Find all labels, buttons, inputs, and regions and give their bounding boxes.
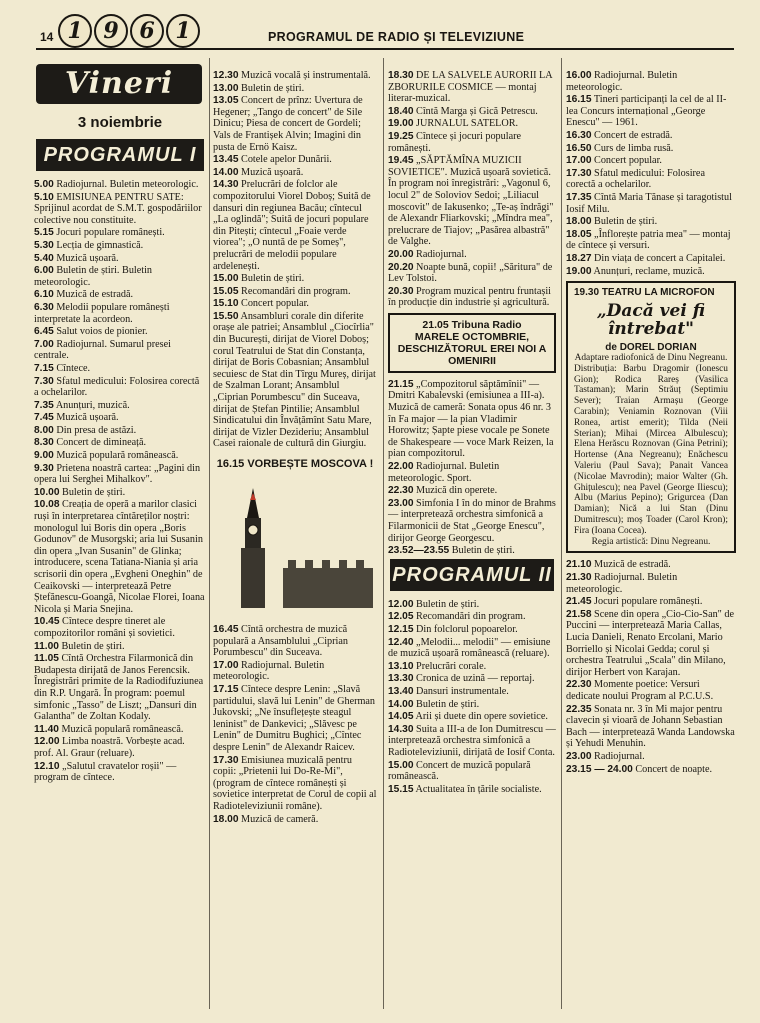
moscow-broadcast-box — [213, 458, 377, 618]
schedule-time: 6.45 — [34, 326, 54, 338]
schedule-time: 12.15 — [388, 623, 414, 635]
schedule-text: Cronica de uzină — reportaj. — [416, 673, 535, 685]
schedule-text: Lecția de gimnastică. — [56, 239, 144, 251]
schedule-time: 5.15 — [34, 227, 54, 239]
schedule-time: 15.50 — [213, 310, 239, 322]
kremlin-tower-icon — [233, 488, 273, 608]
schedule-time: 14.05 — [388, 711, 414, 723]
column-divider — [383, 58, 384, 1009]
schedule-time: 19.25 — [388, 130, 414, 142]
schedule-time: 23.00 — [566, 750, 592, 762]
schedule-text: Radiojurnal. Buletin meteorologic. — [213, 659, 325, 683]
schedule-text: Cîntece despre Lenin: „Slavă partidului, slavă lui Lenin" de Gherman Jukovski; „Ne însuflețește steagul leninist" de Dankevici; „Slăvesc pe Lenin" de Dumitru Bughici; „Cîntec despre Lenin" de Alexandr Raicev. — [213, 683, 376, 753]
schedule-text: Buletin de știri. — [241, 82, 305, 94]
schedule-time: 17.30 — [566, 167, 592, 179]
schedule-text: Cîntă Orchestra Filarmonică din Budapesta dirijată de Janos Ferencsik. Înregistrări primite de la Radiodifuziunea din R.P. Ungară. În program: poemul simfonic „Tasso" de Liszt; „Dansuri din Galantha" de Zoltan Kodaly. — [34, 653, 204, 723]
schedule-time: 20.20 — [388, 261, 414, 273]
schedule-time: 14.30 — [388, 723, 414, 735]
tribuna-radio-box — [388, 313, 556, 373]
schedule-item — [213, 95, 377, 153]
schedule-item — [566, 192, 736, 215]
schedule-text: Cîntece despre tineret ale compozitorilor români și sovietici. — [34, 616, 175, 639]
schedule-list — [566, 559, 736, 775]
schedule-time: 21.30 — [566, 572, 592, 584]
schedule-item — [34, 616, 206, 639]
schedule-item — [34, 253, 206, 265]
schedule-item — [566, 596, 736, 608]
schedule-time: 23.00 — [388, 497, 414, 509]
schedule-item — [566, 266, 736, 278]
schedule-text: „Înflorește patria mea" — montaj de cîntece și versuri. — [566, 228, 731, 252]
schedule-time: 12.00 — [388, 598, 414, 610]
schedule-item — [34, 499, 206, 615]
schedule-text: Buletin de știri. Buletin meteorologic. — [34, 265, 153, 288]
schedule-time: 18.40 — [388, 105, 414, 117]
schedule-text: Ansambluri corale din diferite orașe ale patriei; Ansamblul „Ciocîrlia" din București, dirijat de Viorel Doboș; corul Teatrului de Stat din Constanța, dirijat de Boris Cobasnian; Ansamblul secuiesc de Stat din Tîrgu Mureș, dirijat de Szalman Lorant; Ansamblul „Ciprian Porumbescu" din Suceava, dirijat de Ștefan Pintilie; Ansamblul Sindicatului din Învățămînt Satu Mare, dirijat de Vizler Dezideriu; Ansamblul Casei raionale de cultură din Giurgiu. — [213, 310, 376, 450]
schedule-time: 12.00 — [34, 736, 60, 748]
tribuna-subtitle: MARELE OCTOMBRIE, DESCHIZĂTORUL EREI NOI A OMENIRII — [397, 330, 547, 367]
schedule-item — [566, 94, 736, 129]
schedule-list — [566, 70, 736, 277]
program-2-banner: PROGRAMUL II — [390, 559, 554, 591]
schedule-item — [566, 559, 736, 571]
schedule-text: „Salutul cravatelor roșii" — program de cîntece. — [34, 760, 177, 784]
schedule-time: 6.00 — [34, 265, 54, 277]
schedule-item — [34, 240, 206, 252]
schedule-text: EMISIUNEA PENTRU SATE: Sprijinul acordat de S.M.T. gospodăriilor colective nou constituite. — [34, 191, 202, 226]
schedule-time: 14.00 — [388, 698, 414, 710]
schedule-item — [388, 760, 556, 783]
schedule-time: 17.00 — [213, 659, 239, 671]
schedule-item — [566, 216, 736, 228]
schedule-time: 13.10 — [388, 660, 414, 672]
schedule-text: Radiojurnal. Buletin meteorologic. — [56, 179, 199, 190]
schedule-text: Momente poetice: Versuri dedicate noului Program al P.C.U.S. — [566, 679, 714, 702]
schedule-item — [34, 179, 206, 191]
schedule-text: Cîntă orchestra de muzică populară a Ansamblului „Ciprian Porumbescu" din Suceava. — [213, 624, 348, 659]
schedule-text: „Compozitorul săptămînii" — Dmitri Kabalevski (emisiunea a III-a). Muzică de cameră: Sonata opus 46 nr. 3 în Fa major — la pian Vladimir Horowitz; Șapte piese vocale pe Sonete de Shakespeare — voce Mark Reizen, la pian compozitorul. — [388, 378, 554, 460]
schedule-item — [388, 711, 556, 723]
schedule-text: Recomandări din program. — [241, 285, 351, 297]
schedule-text: Anunțuri, muzică. — [55, 399, 130, 411]
tribuna-time: 21.05 — [422, 318, 449, 331]
schedule-time: 18.30 — [388, 70, 414, 81]
schedule-text: Buletin de știri. — [416, 698, 480, 710]
schedule-item — [388, 724, 556, 759]
tribuna-title: Tribuna Radio — [451, 318, 522, 331]
schedule-item — [388, 673, 556, 685]
schedule-text: Anunțuri, reclame, muzică. — [593, 265, 705, 277]
schedule-item — [566, 609, 736, 679]
schedule-item — [388, 131, 556, 154]
schedule-text: Concert de estradă. — [594, 129, 673, 141]
schedule-item — [566, 764, 736, 776]
schedule-time: 21.15 — [388, 378, 414, 390]
schedule-time: 19.00 — [388, 118, 414, 130]
schedule-text: Suita a III-a de Ion Dumitrescu — interpretează orchestra simfonică a Radioteleviziunii, dirijată de Iosif Conta. — [388, 723, 556, 758]
schedule-item — [34, 363, 206, 375]
schedule-time: 12.40 — [388, 636, 414, 648]
teatru-cast: Distribuția: Barbu Dragomir (Ionescu Gion); Rodica Rareș (Vasilica Tastaman); Marin Străuț (Septimiu Sever); Traian Armașu (George Carabin); Veniamin Roznovan (Viii Ronea, artist emerit); Tilda (Neii Sterian); Mihai (Mircea Albulescu); Elena Herăscu Roznovan (Gina Petrini); Hortense (Ana Negreanu); Enăchescu Valeriu (Paul Sava); Panait Vancea (Nicolae Mavrodin); maior Walter (Gh. Ghițulescu); nea Pavel (George Iliescu); Albu (Marius Pepino); Grigurcea (Dan Damian); Nică a lui Stan (Dinu Dumitrescu); moș Toader (Carol Kron); Fira (Ioana Cocea). — [574, 363, 728, 536]
schedule-time: 11.00 — [34, 640, 59, 652]
schedule-text: Cîntă Maria Tănase și taragotistul Iosif Milu. — [566, 191, 732, 215]
schedule-item — [213, 684, 377, 754]
schedule-item — [34, 227, 206, 239]
schedule-time: 17.15 — [213, 683, 239, 695]
schedule-time: 10.45 — [34, 616, 60, 628]
schedule-time: 11.05 — [34, 653, 59, 665]
schedule-item — [388, 545, 556, 557]
schedule-item — [566, 70, 736, 93]
schedule-text: Cîntece și jocuri populare românești. — [388, 130, 522, 154]
schedule-text: Din viața de concert a Capitalei. — [594, 252, 726, 264]
schedule-text: Sonata nr. 3 în Mi major pentru clavecin și vioară de Johann Sebastian Bach — interpretează Wanda Landowska și Yehudi Menuhin. — [566, 703, 735, 750]
day-date: 3 noiembrie — [77, 114, 163, 131]
schedule-text: Cotele apelor Dunării. — [241, 154, 332, 166]
schedule-time: 9.00 — [34, 450, 54, 462]
schedule-item — [34, 265, 206, 288]
schedule-text: Muzică populară românească. — [56, 450, 179, 462]
schedule-text: Concert popular. — [594, 155, 662, 167]
schedule-item — [213, 167, 377, 179]
schedule-time: 12.10 — [34, 760, 60, 772]
schedule-time: 19.45 — [388, 155, 414, 167]
schedule-text: JURNALUL SATELOR. — [416, 118, 519, 130]
schedule-item — [34, 302, 206, 325]
schedule-time: 8.00 — [34, 424, 54, 436]
page-header-title: PROGRAMUL DE RADIO ȘI TELEVIZIUNE — [268, 30, 525, 44]
schedule-time: 16.30 — [566, 129, 592, 141]
schedule-time: 11.40 — [34, 723, 59, 735]
schedule-time: 15.05 — [213, 285, 239, 297]
year-digit: 9 — [94, 14, 128, 48]
schedule-item — [566, 130, 736, 142]
header-divider — [36, 48, 734, 50]
year-digit: 1 — [166, 14, 200, 48]
schedule-item — [388, 611, 556, 623]
schedule-time: 22.00 — [388, 461, 414, 473]
schedule-text: Muzică de estradă. — [594, 559, 671, 571]
schedule-text: Tineri participanți la cel de al II-lea Concurs internațional „George Enescu" — 1961. — [566, 94, 727, 129]
schedule-text: Concert de muzică populară românească. — [388, 759, 531, 783]
schedule-text: Sfatul medicului: Folosirea corectă a ochelarilor. — [34, 375, 200, 399]
teatru-header: TEATRU LA MICROFON — [601, 287, 715, 299]
schedule-text: Concert de noapte. — [635, 763, 713, 775]
schedule-time: 5.40 — [34, 252, 54, 264]
page-number: 14 — [40, 30, 54, 44]
schedule-item — [566, 679, 736, 702]
column-2 — [213, 70, 377, 826]
schedule-time: 12.30 — [213, 70, 239, 81]
schedule-item — [388, 686, 556, 698]
schedule-text: Muzică ușoară. — [56, 252, 119, 264]
schedule-text: Emisiunea muzicală pentru copii: „Prietenii lui Do-Re-Mi", (program de cîntece românești și sovietice interpretat de Corul de copii al Radioteleviziunii române). — [213, 754, 377, 812]
schedule-text: Noapte bună, copii! „Săritura" de Lev Tolstoi. — [388, 261, 553, 285]
schedule-item — [566, 253, 736, 265]
schedule-item — [388, 498, 556, 544]
schedule-item — [213, 298, 377, 310]
schedule-item — [34, 761, 206, 784]
schedule-item — [388, 70, 556, 105]
schedule-time: 20.00 — [388, 248, 414, 260]
schedule-time: 15.15 — [388, 783, 414, 795]
schedule-text: Din presa de astăzi. — [56, 424, 137, 436]
year-digit: 6 — [130, 14, 164, 48]
teatru-title: „Dacă vei fi întrebat" — [596, 301, 706, 340]
schedule-time: 18.27 — [566, 252, 592, 264]
teatru-adaptation: Adaptare radiofonică de Dinu Negreanu. — [574, 353, 728, 364]
schedule-text: Sfatul medicului: Folosirea corectă a ochelarilor. — [566, 167, 705, 191]
schedule-item — [213, 154, 377, 166]
schedule-text: Muzică din operete. — [416, 485, 498, 497]
schedule-time: 16.15 — [566, 94, 592, 106]
schedule-item — [34, 736, 206, 759]
schedule-item — [388, 784, 556, 796]
schedule-list — [34, 179, 206, 784]
schedule-item — [34, 400, 206, 412]
schedule-text: Creația de operă a marilor clasici ruși în interpretarea cîntăreților noștri: monologul lui Boris din opera „Boris Godunov" de Musorgski; aria lui Susanin din opera „Ivan Susanin" de Glinka; introducere, scena Tatiana-Niania și aria scrisorii din opera „Evgheni Oneghin" de Ceaikovski — interpretează Petre Ștefănescu-Goangă, Nicolae Florei, Ioana Nicola și Maria Snejina. — [34, 499, 205, 615]
schedule-time: 15.00 — [388, 759, 414, 771]
schedule-text: Radiojurnal. Sumarul presei centrale. — [34, 338, 171, 362]
schedule-text: Buletin de știri. — [61, 640, 125, 652]
schedule-time: 13.45 — [213, 154, 239, 166]
schedule-time: 14.30 — [213, 179, 239, 191]
column-1 — [34, 60, 206, 785]
schedule-item — [213, 814, 377, 826]
schedule-time: 13.40 — [388, 685, 414, 697]
schedule-item — [34, 376, 206, 399]
schedule-item — [566, 751, 736, 763]
schedule-time: 10.08 — [34, 499, 60, 511]
schedule-time: 16.00 — [566, 70, 592, 81]
schedule-list — [213, 624, 377, 825]
schedule-item — [34, 192, 206, 227]
schedule-text: Melodii populare românești interpretate la acordeon. — [34, 301, 170, 325]
schedule-time: 21.10 — [566, 559, 592, 571]
schedule-time: 7.45 — [34, 412, 54, 424]
schedule-time: 20.30 — [388, 285, 414, 297]
schedule-item — [34, 425, 206, 437]
teatru-time: 19.30 — [574, 287, 600, 299]
schedule-text: Radiojurnal. Buletin meteorologic. — [566, 572, 678, 595]
schedule-text: Scene din opera „Cio-Cio-San" de Puccini — interpretează Maria Callas, Lucia Danieli, Renato Ercolani, Mario Borriello și Nicolai Gedda; corul și orchestra Teatrului „Scala" din Milano, dirijor Herbert von Karajan. — [566, 608, 735, 678]
year-digit: 1 — [58, 14, 92, 48]
schedule-time: 7.35 — [34, 399, 54, 411]
schedule-text: Buletin de știri. — [416, 598, 480, 610]
schedule-text: Prelucrări corale. — [416, 660, 487, 672]
schedule-text: Salut voios de pionier. — [56, 326, 148, 338]
schedule-time: 8.30 — [34, 437, 54, 449]
schedule-text: Radiojurnal. — [594, 750, 645, 762]
schedule-time: 23.52—23.55 — [388, 545, 450, 557]
schedule-item — [388, 624, 556, 636]
schedule-time: 22.30 — [388, 485, 414, 497]
schedule-time: 13.05 — [213, 95, 239, 107]
schedule-text: Buletin de știri. — [594, 216, 658, 228]
schedule-item — [566, 155, 736, 167]
schedule-text: Cîntă Marga și Gică Petrescu. — [416, 105, 538, 117]
moscow-time: 16.15 — [216, 458, 245, 470]
schedule-text: Concert de prînz: Uvertura de Hegener; „Tango de concert" de Sile Dinicu; Piesa de concert de Gordeli; Vals de Frantișek Alvin; Imagini din pusta de Ernö Kaisz. — [213, 95, 363, 153]
schedule-time: 5.00 — [34, 179, 54, 190]
schedule-time: 17.00 — [566, 155, 592, 167]
schedule-time: 10.00 — [34, 486, 60, 498]
schedule-item — [34, 724, 206, 736]
schedule-item — [213, 311, 377, 450]
schedule-text: Muzică de cameră. — [241, 813, 319, 825]
schedule-item — [34, 326, 206, 338]
schedule-text: Radiojurnal. Buletin meteorologic. — [566, 70, 678, 93]
schedule-item — [34, 463, 206, 486]
schedule-text: Din folclorul popoarelor. — [416, 623, 518, 635]
schedule-text: Buletin de știri. — [241, 273, 305, 285]
schedule-text: Buletin de știri. — [451, 545, 515, 557]
schedule-time: 5.30 — [34, 239, 54, 251]
schedule-time: 16.45 — [213, 624, 239, 635]
schedule-time: 21.45 — [566, 596, 592, 608]
column-divider — [561, 58, 562, 1009]
schedule-text: „Melodii... melodii" — emisiune de muzică ușoară românească (reluare). — [388, 636, 551, 660]
program-1-banner: PROGRAMUL I — [36, 139, 204, 171]
schedule-text: Radiojurnal. — [416, 248, 467, 260]
column-4 — [566, 70, 736, 776]
schedule-text: Concert de dimineață. — [56, 437, 147, 449]
schedule-text: Cîntece. — [56, 362, 91, 374]
schedule-item — [34, 437, 206, 449]
schedule-item — [34, 339, 206, 362]
schedule-time: 14.00 — [213, 166, 239, 178]
schedule-time: 17.30 — [213, 754, 239, 766]
kremlin-wall-icon — [283, 518, 373, 608]
schedule-time: 9.30 — [34, 462, 54, 474]
schedule-item — [34, 450, 206, 462]
schedule-text: Jocuri populare românești. — [56, 227, 165, 239]
schedule-time: 17.35 — [566, 191, 592, 203]
schedule-time: 16.50 — [566, 142, 592, 154]
schedule-text: Simfonia I în do minor de Brahms — interpretează orchestra simfonică a Filarmonicii de Stat „George Enescu", dirijor George Georgescu. — [388, 497, 556, 544]
year-badge — [58, 14, 200, 48]
schedule-time: 7.30 — [34, 375, 54, 387]
schedule-time: 12.05 — [388, 611, 414, 623]
schedule-text: Jocuri populare românești. — [594, 596, 703, 608]
day-title: Vineri — [36, 64, 202, 104]
schedule-list — [388, 599, 556, 796]
schedule-item — [34, 412, 206, 424]
column-3 — [388, 70, 556, 796]
schedule-item — [388, 699, 556, 711]
teatru-direction: Regia artistică: Dinu Negreanu. — [591, 536, 711, 547]
schedule-text: Arii și duete din opere sovietice. — [415, 711, 548, 723]
schedule-time: 22.35 — [566, 703, 592, 715]
schedule-time: 22.30 — [566, 679, 592, 691]
schedule-item — [213, 624, 377, 659]
schedule-time: 18.00 — [213, 813, 239, 825]
schedule-list — [388, 70, 556, 309]
schedule-time: 15.10 — [213, 298, 239, 310]
schedule-text: Muzică de estradă. — [56, 289, 134, 301]
schedule-text: Program muzical pentru fruntașii în producție din industrie și agricultură. — [388, 285, 551, 309]
schedule-text: Actualitatea în țările socialiste. — [415, 783, 542, 795]
schedule-item — [213, 179, 377, 272]
schedule-item — [566, 168, 736, 191]
schedule-time: 21.58 — [566, 608, 592, 620]
schedule-time: 5.10 — [34, 191, 54, 203]
schedule-text: DE LA SALVELE AURORII LA ZBORURILE COSMICE — montaj literar-muzical. — [388, 70, 553, 105]
schedule-item — [213, 70, 377, 82]
schedule-text: Limba noastră. Vorbește acad. prof. Al. Graur (reluare). — [34, 736, 185, 759]
schedule-item — [388, 249, 556, 261]
teatru-box — [566, 281, 736, 553]
schedule-time: 23.15 — 24.00 — [566, 763, 633, 775]
schedule-time: 6.10 — [34, 289, 54, 301]
schedule-time: 15.00 — [213, 273, 239, 285]
schedule-text: Muzică ușoară. — [241, 166, 304, 178]
schedule-item — [34, 653, 206, 723]
schedule-item — [388, 599, 556, 611]
schedule-text: Muzică populară românească. — [61, 723, 184, 735]
schedule-time: 13.30 — [388, 673, 414, 685]
schedule-item — [213, 273, 377, 285]
schedule-text: Curs de limba rusă. — [594, 142, 674, 154]
schedule-item — [388, 106, 556, 118]
schedule-text: Prelucrări de folclor ale compozitorului Viorel Doboș; Suită de dansuri din regiunea Bacău; cîntecul „La oglindă"; Suită de jocuri populare din Pitești; cîntecul „Foaie verde viorea"; „O nuntă de pe Someș", prelucrări de melodii populare ardelenești. — [213, 179, 371, 272]
column-divider — [209, 58, 210, 1009]
schedule-item — [388, 118, 556, 130]
schedule-list — [213, 70, 377, 450]
schedule-item — [388, 461, 556, 484]
schedule-text: Muzică ușoară. — [56, 412, 119, 424]
schedule-item — [388, 661, 556, 673]
schedule-item — [566, 572, 736, 595]
schedule-text: Radiojurnal. Buletin meteorologic. Sport. — [388, 461, 500, 484]
moscow-title: VORBEȘTE MOSCOVA ! — [247, 458, 374, 470]
schedule-text: Prietena noastră cartea: „Pagini din opera lui Serghei Mihalkov". — [34, 462, 201, 486]
schedule-text: Concert popular. — [241, 298, 309, 310]
schedule-item — [34, 641, 206, 653]
schedule-time: 18.00 — [566, 216, 592, 228]
schedule-item — [34, 487, 206, 499]
schedule-text: „SĂPTĂMÎNA MUZICII SOVIETICE". Muzică ușoară sovietică. În program noi înregistrări: „Vagonul 6, locul 2" de Soloviov Sedoi; „Liliacul moscovit" de Iakusenko; „Te-aș îndrăgi" de Alexandr Fliarkovski; „Mîndra mea", prelucrare de Tiajov; „Pasărea albastră" de Valghe. — [388, 155, 554, 248]
schedule-item — [213, 83, 377, 95]
schedule-item — [213, 660, 377, 683]
schedule-item — [388, 485, 556, 497]
schedule-time: 19.00 — [566, 265, 592, 277]
schedule-item — [34, 289, 206, 301]
schedule-list — [388, 379, 556, 557]
schedule-item — [566, 704, 736, 750]
schedule-item — [213, 286, 377, 298]
schedule-text: Recomandări din program. — [416, 611, 526, 623]
schedule-item — [566, 229, 736, 252]
schedule-item — [388, 286, 556, 309]
schedule-item — [388, 262, 556, 285]
schedule-time: 7.15 — [34, 362, 54, 374]
schedule-time: 13.00 — [213, 82, 239, 94]
schedule-item — [566, 143, 736, 155]
schedule-time: 18.05 — [566, 228, 592, 240]
schedule-item — [388, 637, 556, 660]
schedule-item — [388, 155, 556, 248]
schedule-text: Muzică vocală și instrumentală. — [241, 70, 371, 81]
schedule-time: 6.30 — [34, 301, 54, 313]
teatru-author: de DOREL DORIAN — [605, 342, 697, 354]
schedule-text: Buletin de știri. — [62, 486, 126, 498]
schedule-text: Dansuri instrumentale. — [416, 685, 509, 697]
schedule-item — [388, 379, 556, 460]
schedule-item — [213, 755, 377, 813]
schedule-time: 7.00 — [34, 338, 54, 350]
